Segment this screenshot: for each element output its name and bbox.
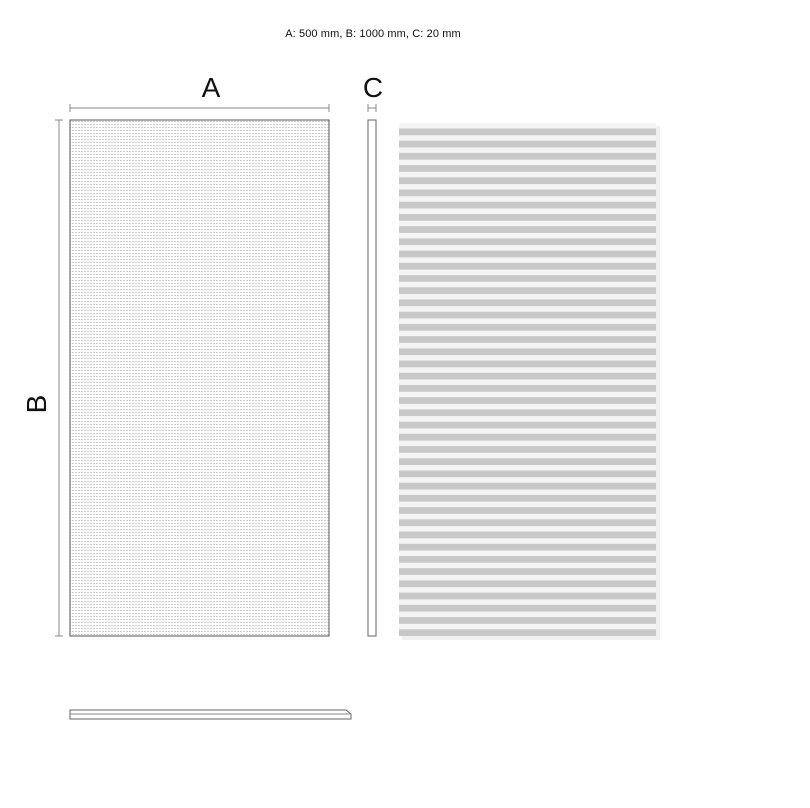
panel-stripe — [399, 519, 656, 526]
panel-stripe — [399, 409, 656, 416]
panel-stripe — [399, 129, 656, 136]
panel-stripe — [399, 214, 656, 221]
panel-stripe — [399, 348, 656, 355]
panel-stripe — [399, 471, 656, 478]
panel-stripe — [399, 336, 656, 343]
panel-stripe — [399, 141, 656, 148]
panel-stripe — [399, 458, 656, 465]
panel-stripe — [399, 287, 656, 294]
panel-stripe — [399, 580, 656, 587]
panel-stripe — [399, 165, 656, 172]
panel-stripe — [399, 373, 656, 380]
panel-stripe — [399, 617, 656, 624]
side-view-panel — [368, 120, 376, 636]
panel-stripe — [399, 153, 656, 160]
panel-stripe — [399, 605, 656, 612]
panel-stripe — [399, 361, 656, 368]
panel-stripe — [399, 202, 656, 209]
panel-stripe — [399, 385, 656, 392]
bottom-view-panel — [70, 710, 351, 719]
panel-stripe — [399, 507, 656, 514]
panel-stripe — [399, 434, 656, 441]
panel-stripe — [399, 190, 656, 197]
dimension-c — [363, 72, 383, 112]
panel-stripe — [399, 275, 656, 282]
panel-stripe — [399, 397, 656, 404]
panel-stripe — [399, 629, 656, 636]
panel-stripe — [399, 544, 656, 551]
dimension-c-label: C — [362, 72, 384, 103]
dimensions-caption: A: 500 mm, B: 1000 mm, C: 20 mm — [285, 28, 461, 40]
striped-panel-render — [399, 123, 660, 640]
panel-stripe — [399, 300, 656, 307]
panel-stripe — [399, 532, 656, 539]
panel-stripe — [399, 251, 656, 258]
front-view-panel-surface — [70, 120, 329, 636]
panel-stripe — [399, 483, 656, 490]
dimension-a-label: A — [201, 72, 221, 103]
panel-stripe — [399, 568, 656, 575]
front-view-panel — [70, 120, 329, 636]
panel-stripe — [399, 446, 656, 453]
dimension-b — [21, 120, 63, 636]
panel-stripe — [399, 226, 656, 233]
panel-stripe — [399, 177, 656, 184]
panel-stripe — [399, 556, 656, 563]
dimension-b-label: B — [21, 394, 52, 414]
dimension-a — [70, 72, 329, 112]
panel-stripe — [399, 263, 656, 270]
panel-stripe — [399, 238, 656, 245]
panel-stripe — [399, 422, 656, 429]
panel-stripe — [399, 495, 656, 502]
panel-stripe — [399, 593, 656, 600]
panel-stripe — [399, 324, 656, 331]
panel-stripe — [399, 312, 656, 319]
